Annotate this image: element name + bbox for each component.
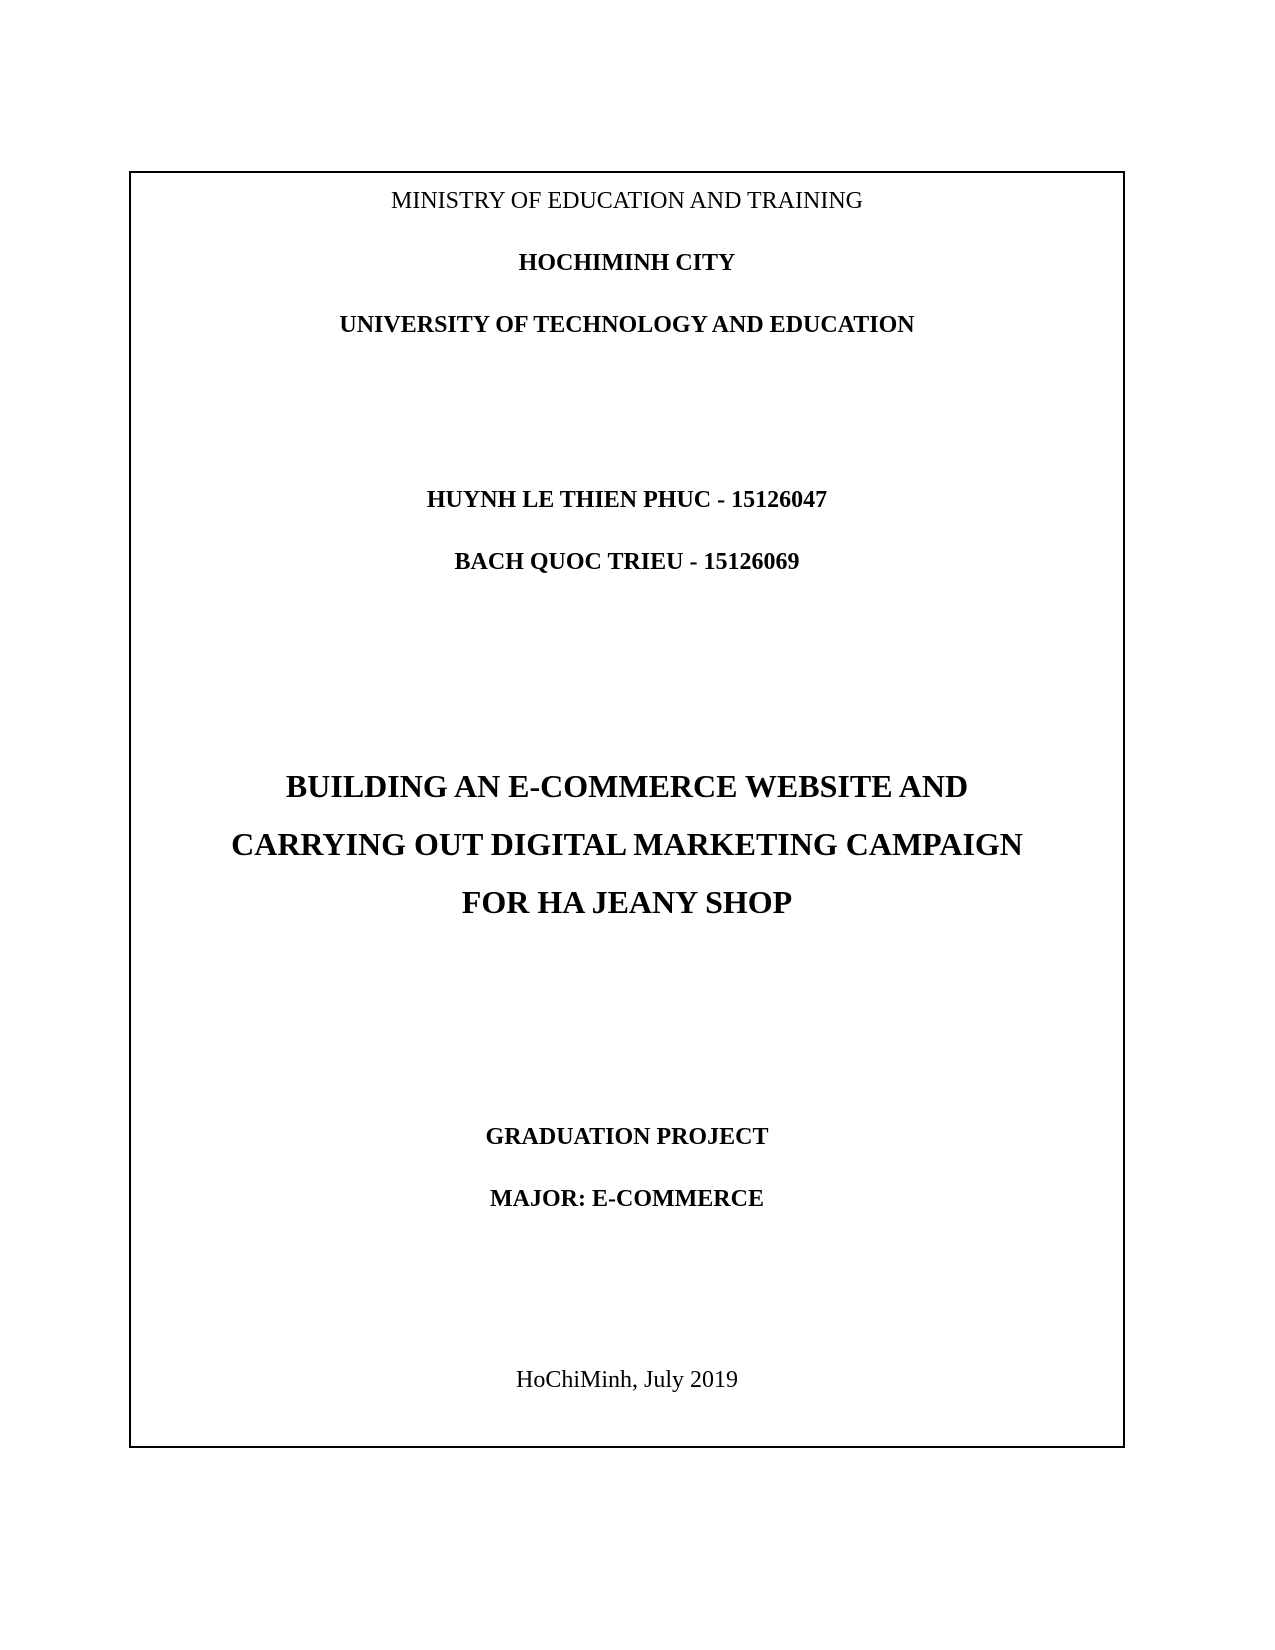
place-and-date: HoChiMinh, July 2019 [515, 1367, 739, 1393]
thesis-title-line: CARRYING OUT DIGITAL MARKETING CAMPAIGN [231, 826, 1023, 862]
cover-page-frame [129, 171, 1125, 1448]
ministry-heading: MINISTRY OF EDUCATION AND TRAINING [390, 188, 863, 214]
university-heading: UNIVERSITY OF TECHNOLOGY AND EDUCATION [339, 312, 915, 338]
thesis-title-line: FOR HA JEANY SHOP [461, 884, 793, 920]
project-type: GRADUATION PROJECT [485, 1124, 769, 1150]
project-major: MAJOR: E-COMMERCE [490, 1186, 764, 1212]
thesis-title-line: BUILDING AN E-COMMERCE WEBSITE AND [285, 768, 969, 804]
author-line: HUYNH LE THIEN PHUC - 15126047 [426, 487, 828, 513]
author-line: BACH QUOC TRIEU - 15126069 [454, 549, 800, 575]
city-heading: HOCHIMINH CITY [518, 250, 736, 276]
